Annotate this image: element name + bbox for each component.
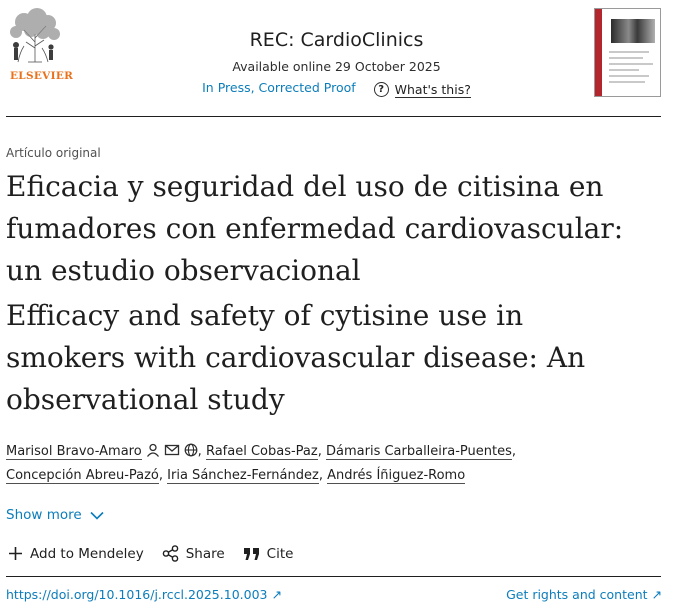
cover-line bbox=[609, 51, 649, 53]
cover-line bbox=[609, 69, 639, 71]
cover-line bbox=[609, 75, 649, 77]
get-rights-link[interactable] bbox=[506, 587, 662, 602]
journal-title-link[interactable]: REC: CardioClinics bbox=[249, 29, 424, 51]
question-circle-icon: ? bbox=[374, 82, 389, 97]
chevron-down-icon bbox=[90, 511, 104, 520]
cite-label: Cite bbox=[266, 545, 294, 562]
title-line: fumadores con enfermedad cardiovascular: bbox=[6, 212, 624, 245]
person-icon[interactable] bbox=[146, 443, 160, 457]
publisher-name: ELSEVIER bbox=[10, 70, 74, 82]
author-list bbox=[6, 440, 661, 488]
cite-button[interactable] bbox=[243, 546, 294, 562]
article-status: In Press, Corrected Proof bbox=[202, 80, 356, 95]
plus-icon bbox=[8, 546, 23, 561]
share-button[interactable] bbox=[162, 545, 225, 562]
cover-line bbox=[609, 63, 653, 65]
author-separator: , bbox=[511, 444, 517, 459]
envelope-icon[interactable] bbox=[164, 443, 180, 457]
header-divider bbox=[6, 116, 661, 117]
title-line: Efficacy and safety of cytisine use in bbox=[6, 299, 524, 332]
cover-band bbox=[595, 9, 602, 96]
author-contact-icons bbox=[146, 443, 198, 457]
article-title-spanish bbox=[6, 166, 661, 292]
whats-this-label: What's this? bbox=[394, 81, 471, 97]
author-separator: , bbox=[318, 468, 323, 483]
article-title-english bbox=[6, 295, 661, 421]
add-to-mendeley-label: Add to Mendeley bbox=[30, 545, 144, 562]
doi-text: https://doi.org/10.1016/j.rccl.2025.10.003 bbox=[6, 587, 268, 602]
author-separator: , bbox=[158, 468, 164, 483]
doi-link[interactable] bbox=[6, 587, 282, 602]
quote-icon bbox=[243, 547, 260, 561]
author-link[interactable]: Andrés Íñiguez-Romo bbox=[327, 468, 466, 483]
author-separator: , bbox=[317, 444, 322, 459]
title-line: un estudio observacional bbox=[6, 254, 361, 287]
author-link[interactable]: Rafael Cobas-Paz bbox=[205, 444, 318, 459]
author-separator: , bbox=[197, 444, 202, 459]
add-to-mendeley-button[interactable] bbox=[8, 546, 144, 562]
author-link[interactable]: Dámaris Carballeira-Puentes bbox=[326, 444, 512, 459]
actions-divider bbox=[6, 576, 661, 577]
article-actions bbox=[8, 545, 311, 562]
cover-line bbox=[609, 57, 643, 59]
external-link-icon: ↗ bbox=[651, 587, 662, 602]
title-line: observational study bbox=[6, 383, 285, 416]
share-icon bbox=[162, 545, 179, 562]
author-link[interactable]: Iria Sánchez-Fernández bbox=[167, 468, 319, 483]
status-row bbox=[0, 80, 673, 98]
cover-image bbox=[611, 19, 655, 43]
title-line: Eficacia y seguridad del uso de citisina en bbox=[6, 170, 604, 203]
globe-icon[interactable] bbox=[184, 443, 198, 457]
journal-cover-thumbnail[interactable] bbox=[594, 8, 661, 97]
show-more-button[interactable] bbox=[6, 507, 104, 523]
available-online-date: Available online 29 October 2025 bbox=[232, 59, 441, 74]
author-link[interactable]: Marisol Bravo-Amaro bbox=[6, 444, 142, 459]
cover-line bbox=[609, 81, 645, 83]
get-rights-label: Get rights and content bbox=[506, 587, 648, 602]
author-link[interactable]: Concepción Abreu-Pazó bbox=[6, 468, 159, 483]
article-type: Artículo original bbox=[6, 146, 101, 160]
article-header bbox=[0, 0, 673, 117]
whats-this-button[interactable] bbox=[374, 82, 471, 98]
share-label: Share bbox=[185, 545, 225, 562]
journal-title[interactable] bbox=[0, 29, 673, 51]
title-line: smokers with cardiovascular disease: An bbox=[6, 341, 586, 374]
show-more-label: Show more bbox=[6, 507, 82, 523]
external-link-icon: ↗ bbox=[271, 587, 282, 602]
